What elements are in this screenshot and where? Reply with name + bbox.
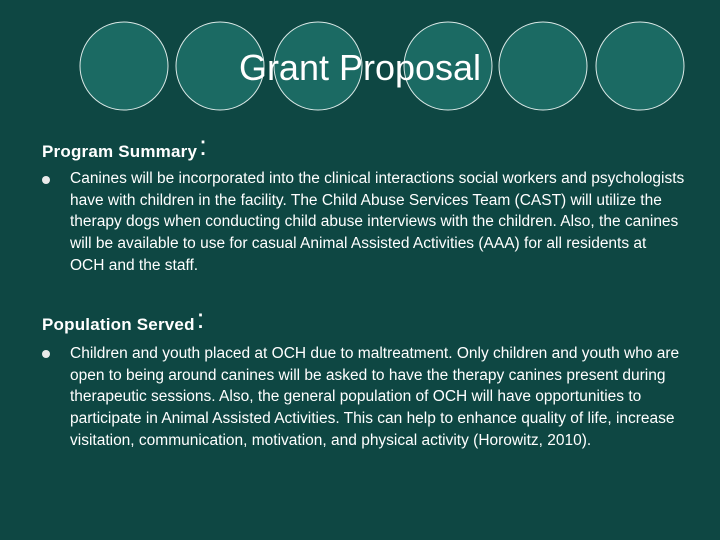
program-summary-text: Canines will be incorporated into the clinical interactions social workers and psychologists have with children in the facility. The Child Abuse Services Team (CAST) will utilize the therapy dogs when conducting child abuse interviews with the children. Also, the canines will be available to use for casual Animal Assisted Activities (AAA) for all residents at OCH and the staff. xyxy=(70,170,685,274)
bullet-icon xyxy=(42,350,50,358)
section-heading-program-summary xyxy=(42,132,207,164)
population-served-text: Children and youth placed at OCH due to maltreatment. Only children and youth who are open to being around canines will be asked to have the therapy canines present during therapeutic sessions. Also, the general population of OCH will have opportunities to participate in Animal Assisted Activities. This can help to enhance quality of life, increase visitation, communication, motivation, and physical activity (Horowitz, 2010). xyxy=(70,345,680,449)
section-heading-colon: : xyxy=(199,130,208,161)
section-heading-population-served xyxy=(42,305,205,337)
section-heading-colon: : xyxy=(196,303,205,334)
section-heading-label: Program Summary xyxy=(42,142,198,161)
section-heading-label: Population Served xyxy=(42,315,195,334)
slide-title: Grant Proposal xyxy=(238,47,482,88)
bullet-icon xyxy=(42,176,50,184)
